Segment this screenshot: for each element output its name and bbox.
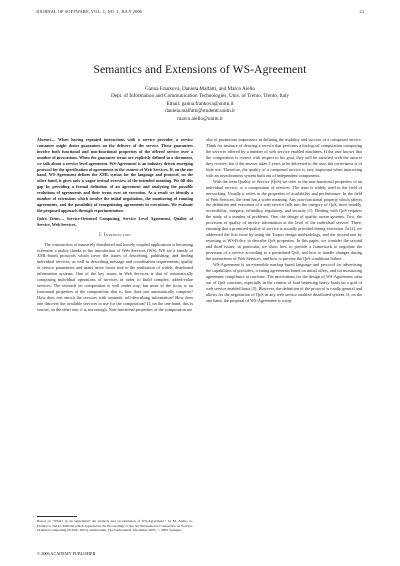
- journal-name: JOURNAL OF SOFTWARE, VOL. 1, NO. 1, JULY 2006: [36, 9, 142, 14]
- index-terms: [37, 216, 193, 228]
- right-paragraph-3: WS-Agreement is an extensible markup based language and protocol for advertising the capabilities of providers, creating agreements based on initial offers, and for monitoring agreement compliance at run-time. The motivations for the design of WS-Agreement stem out of QoS concerns, especially in the context of load balancing heavy loads on a grid of web service enabled hosts [3]. However, the definition of the protocol is totally general and allows for the negotiation of QoS in any web service enabled distributed system. If, on the one hand, the proposal of WS-Agreement is a step: [206, 262, 362, 303]
- author-email-2: daniela.malfatti@studenti.unitn.it: [165, 108, 235, 115]
- right-paragraph-2: With the term Quality of Service (QoS) we refer to the non-functional properties of an individual service, or a composition of services. The term is widely used in the field of networking. Usually it refers to the properties of availability and performance. In the field of Web Services, the term has a wider meaning. Any non-functional property which affects the definition and execution of a web service falls into the category of QoS, most notably, accessibility, integrity, reliability, regulatory, and security [1]. Dealing with QoS requires the study of a number of problems. One, the design of quality aware systems. Two, the provision of quality of service information at the level of the individual service. Three, ensuring that a promised quality of service is actually provided during execution. In [2], we addressed the first issue by using the Tropos design methodology, and the second one by resorting to WS-Policy to describe QoS properties. In this paper, we consider the second and third issues; in particular, we show how to provide a framework to negotiate the provision of a service according to a predefined QoS, and how to handle changes during the interactions of Web Services, and how to prevent the QoS conditions failure.: [206, 178, 362, 262]
- author-names: Ganna Frankova, Daniela Malfatti, and Marco Aiello: [144, 86, 256, 92]
- right-column: [206, 137, 362, 304]
- left-column: [37, 137, 193, 313]
- section-heading-introduction: I. Introduction: [99, 232, 131, 238]
- author-email-3: marco.aiello@unitn.it: [177, 115, 223, 122]
- paper-title: Semantics and Extensions of WS-Agreement: [93, 63, 307, 76]
- abstract-text: — When having repeated interactions with a service provider, a service consumer might desire guarantees on the delivery of the service. These guarantees involve both functional and non-functional properties of the offered service over a number of invocations. When the guarantee terms are explicitly defined in a document, we talk about a service level agreement. WS-Agreement is an industry driven emerging protocol for the specification of agreements in the context of Web Services. If, on the one hand, WS-Agreement defines the XML syntax for the language and protocol, on the other hand, it gives only a vague textual overview of the intended meaning. We fill this gap by providing a formal definition of an agreement and analyzing the possible evolutions of agreements and their terms over an execution. As a result we identify a number of extensions which involve the initial negotiation, the monitoring of running agreements, and the possibility of renegotiating agreements in executions. We evaluate the proposed approach through experimentation.: [37, 137, 193, 213]
- footnote-divider: [37, 516, 77, 517]
- right-paragraph-1: also of paramount importance in defining the usability and success of a composed service. Think for instance of desiring a service that performs a biological computation composing the services offered by a number of web service enabled machines. If the user knows that the composition is correct with respect to his goal, they will be satisfied with the answer they receive, but if the answer takes 3 years to be delivered to the user, the correctness is of little use. Therefore, the quality of a composed service is very important when interacting with an asynchronous system built out of independent components.: [206, 137, 362, 178]
- author-affiliation: Dept. of Information and Communication Technologies, Univ. of Trento, Trento, Italy: [110, 93, 289, 100]
- index-terms-text: — Service-Oriented Computing, Service Level Agreement, Quality of Service, Web Services.: [37, 215, 193, 227]
- copyright-notice: © 2006 ACADEMY PUBLISHER: [37, 551, 96, 556]
- intro-paragraph: The construction of massively distributed and loosely coupled applications is becoming evermore a reality thanks to the introduction of Web Services (WS). WS are a family of XML-based protocols which cover the issues of describing, publishing, and finding individual services, as well as describing message and coordination requirements, quality of service parameters and many more facets tied to the realization of widely distributed information systems. One of the key issues in Web Services is that of automatically composing individual operations of services in order to build complex, added-value services. The research on composition is well under way, but most of the focus is on functional properties of the composition, that is, how does one automatically compose? How does one enrich the services with semantic self-describing information? How does one discover the available services to use for the composition? If, on the one hand, this is crucial, on the other one, it is not enough. Non-functional properties of the composition are: [37, 241, 193, 313]
- index-terms-label: Index Terms: [37, 215, 60, 221]
- footnote: Based on "What's in an agreement? An analysis and an extension of WS-Agreement," by M. Aiello, G. Frankova, and D. Malfatti which appeared in the Proceedings of the 3rd International Conference on Service-Oriented Computing (ICSOC 2005), Amsterdam, The Netherlands, December 2005. © 2005 Springer.: [37, 519, 193, 533]
- running-head: [36, 9, 364, 14]
- page-number: 23: [359, 9, 364, 14]
- author-email-1: Email: ganna.frankova@unitn.it: [166, 100, 234, 107]
- author-block: [0, 86, 400, 123]
- abstract-label: Abstract: [37, 137, 52, 142]
- abstract: [37, 137, 193, 214]
